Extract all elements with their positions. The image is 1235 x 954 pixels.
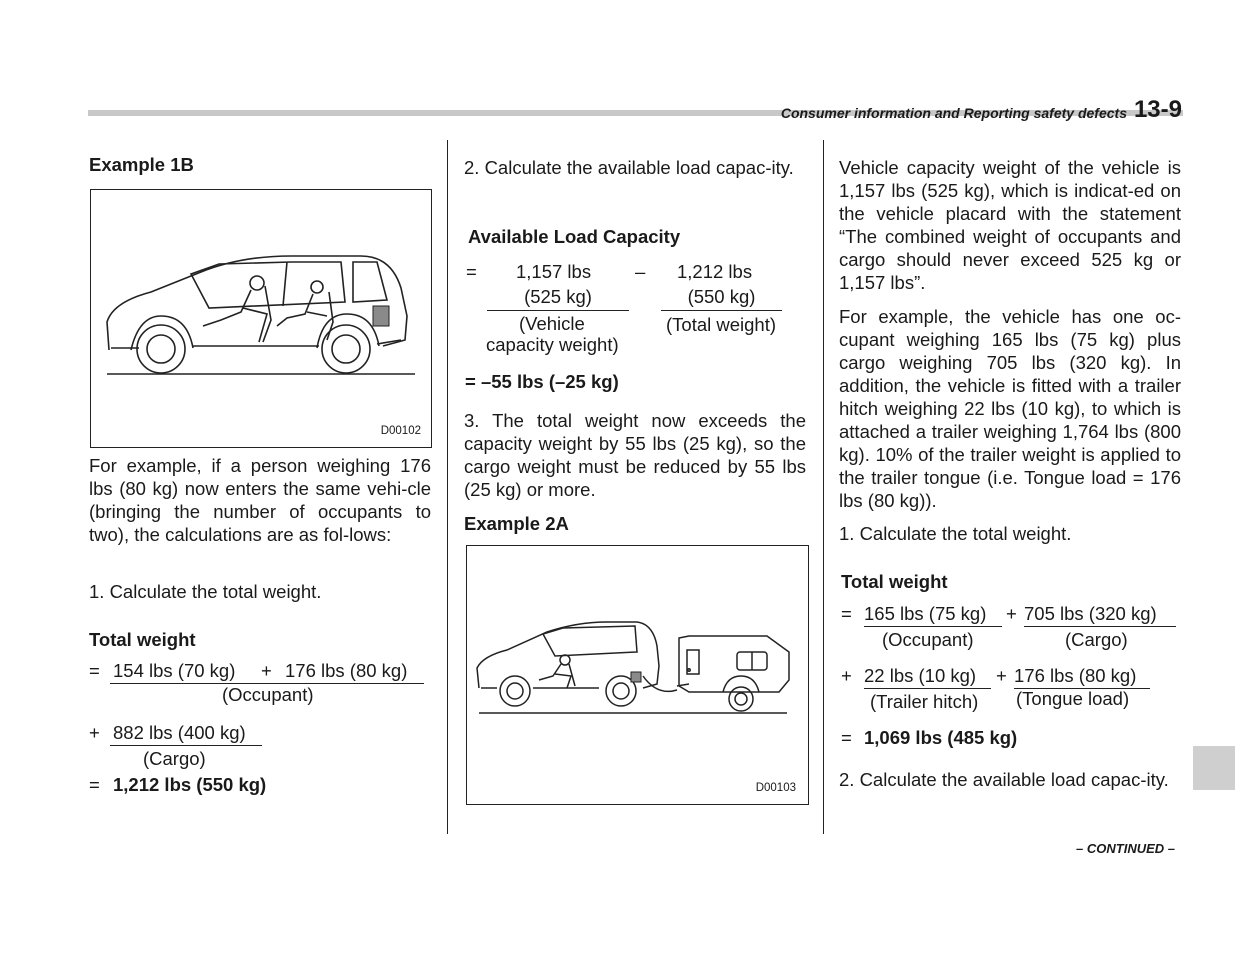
figure-code: D00102 xyxy=(380,425,421,437)
left-eq1-plus: + xyxy=(261,660,272,681)
alc-val1-kg: (525 kg) xyxy=(487,286,629,311)
right-eq1-label-b: (Cargo) xyxy=(1065,629,1128,650)
right-eq2-label-b: (Tongue load) xyxy=(1016,688,1130,709)
right-eq3-sign: = xyxy=(841,727,852,748)
right-eq1-b: 705 lbs (320 kg) xyxy=(1024,603,1176,627)
chapter-thumb-tab xyxy=(1193,746,1235,790)
right-step-2: 2. Calculate the available load capac-ity. xyxy=(839,769,1169,790)
alc-val2-kg: (550 kg) xyxy=(661,286,782,311)
mid-step-2: 2. Calculate the available load capac-ity. xyxy=(464,157,794,178)
page-number: 13-9 xyxy=(1133,96,1182,123)
right-step-1: 1. Calculate the total weight. xyxy=(839,523,1072,544)
left-eq1-line xyxy=(110,660,424,684)
alc-label1-line2: capacity weight) xyxy=(486,334,619,355)
alc-eq-sign: = xyxy=(466,261,477,282)
left-paragraph: For example, if a person weighing 176 lbs (80 kg) now enters the same vehi-cle (bringing the number of occupants to two), the calculations are as fol-lows: xyxy=(89,455,431,545)
right-eq3-result: 1,069 lbs (485 kg) xyxy=(864,727,1018,748)
figure-code: D00103 xyxy=(755,782,796,794)
figure-example-1b xyxy=(90,189,432,448)
figure-example-2a xyxy=(466,545,809,805)
example-2a-title: Example 2A xyxy=(464,513,569,534)
left-total-weight-heading: Total weight xyxy=(89,629,196,650)
left-eq2-label: (Cargo) xyxy=(143,748,206,769)
right-eq1-label-a: (Occupant) xyxy=(882,629,974,650)
left-eq3-result: 1,212 lbs (550 kg) xyxy=(113,774,267,795)
right-eq1-sign: = xyxy=(841,603,852,624)
section-title: Consumer information and Reporting safety defects xyxy=(780,105,1127,121)
right-eq2-b: 176 lbs (80 kg) xyxy=(1014,665,1150,689)
right-paragraph-1: Vehicle capacity weight of the vehicle is 1,157 lbs (525 kg), which is indicat-ed on the vehicle placard with the statement “The combined weight of occupants and cargo should never exceed 525 kg or 1,157 lbs”. xyxy=(839,157,1181,293)
right-paragraph-2: For example, the vehicle has one oc-cupant weighing 165 lbs (75 kg) plus cargo weighing 705 lbs (320 kg). In addition, the vehicle is fitted with a trailer hitch weighing 22 lbs (10 kg), to which is attached a trailer weighing 1,764 lbs (800 kg). 10% of the trailer weight is applied to the trailer tongue (i.e. Tongue load = 176 lbs (80 kg)). xyxy=(839,306,1181,511)
left-step-1: 1. Calculate the total weight. xyxy=(89,581,322,602)
left-eq1-a: 154 lbs (70 kg) xyxy=(113,660,236,681)
column-divider-left xyxy=(447,140,448,834)
alc-label1-line1: (Vehicle xyxy=(519,313,585,334)
alc-result: = –55 lbs (–25 kg) xyxy=(465,371,619,392)
right-eq2-plus: + xyxy=(996,665,1007,686)
mid-step-3: 3. The total weight now exceeds the capacity weight by 55 lbs (25 kg), so the cargo weight must be reduced by 55 lbs (25 kg) or more. xyxy=(464,410,806,500)
right-eq1-plus: + xyxy=(1006,603,1017,624)
right-eq2-a: 22 lbs (10 kg) xyxy=(864,665,991,689)
suv-occupants-illustration xyxy=(91,190,431,447)
alc-heading: Available Load Capacity xyxy=(468,226,681,247)
continued-marker: – CONTINUED – xyxy=(1076,841,1175,856)
right-eq2-label-a: (Trailer hitch) xyxy=(870,691,979,712)
right-total-weight-heading: Total weight xyxy=(841,571,948,592)
suv-trailer-illustration xyxy=(467,546,808,804)
left-eq3-sign: = xyxy=(89,774,100,795)
left-eq1-b: 176 lbs (80 kg) xyxy=(285,660,408,681)
left-eq1-label: (Occupant) xyxy=(222,684,314,705)
right-eq1-a: 165 lbs (75 kg) xyxy=(864,603,1002,627)
alc-minus: – xyxy=(635,261,646,282)
alc-val1-lbs: 1,157 lbs xyxy=(516,261,592,282)
left-eq2-a: 882 lbs (400 kg) xyxy=(113,722,246,743)
right-eq2-sign: + xyxy=(841,665,852,686)
alc-label2: (Total weight) xyxy=(666,314,777,335)
left-eq2-sign: + xyxy=(89,722,100,743)
alc-val2-lbs: 1,212 lbs xyxy=(677,261,753,282)
column-divider-right xyxy=(823,140,824,834)
left-eq1-sign: = xyxy=(89,660,100,681)
left-eq2-line xyxy=(110,722,262,746)
example-1b-title: Example 1B xyxy=(89,154,194,175)
